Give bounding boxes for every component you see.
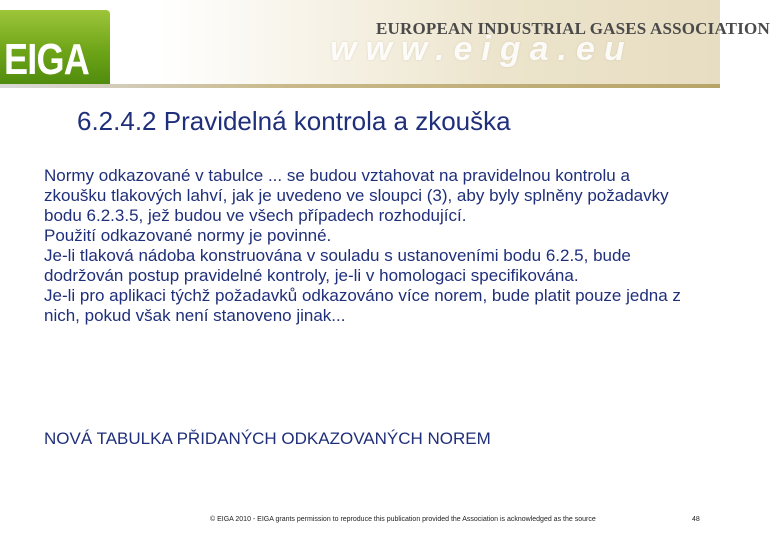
header-divider bbox=[0, 84, 720, 88]
eiga-logo bbox=[0, 10, 110, 86]
paragraph-4: Je-li pro aplikaci týchž požadavků odkazováno více norem, bude platit pouze jedna z nich, pokud však není stanoveno jinak... bbox=[44, 286, 681, 325]
slide-title: 6.2.4.2 Pravidelná kontrola a zkouška bbox=[77, 106, 511, 136]
logo-text: EIGA bbox=[4, 35, 89, 84]
slide-body bbox=[44, 166, 684, 326]
footer-copyright: © EIGA 2010 - EIGA grants permission to reproduce this publication provided the Association is acknowledged as the source bbox=[210, 516, 596, 523]
website-watermark: www.eiga.eu bbox=[330, 30, 634, 68]
paragraph-1: Normy odkazované v tabulce ... se budou vztahovat na pravidelnou kontrolu a zkoušku tlakových lahví, jak je uvedeno ve sloupci (3), aby byly splněny požadavky bodu 6.2.3.5, jež budou ve všech případech rozhodující. bbox=[44, 166, 669, 225]
paragraph-2: Použití odkazované normy je povinné. bbox=[44, 226, 332, 245]
paragraph-3: Je-li tlaková nádoba konstruována v souladu s ustanoveními bodu 6.2.5, bude dodržován postup pravidelné kontroly, je-li v homologaci specifikována. bbox=[44, 246, 631, 285]
association-name: EUROPEAN INDUSTRIAL GASES ASSOCIATION bbox=[376, 19, 770, 38]
page-number: 48 bbox=[692, 516, 700, 523]
header-banner bbox=[0, 0, 770, 88]
new-table-heading: NOVÁ TABULKA PŘIDANÝCH ODKAZOVANÝCH NOREM bbox=[44, 429, 491, 448]
